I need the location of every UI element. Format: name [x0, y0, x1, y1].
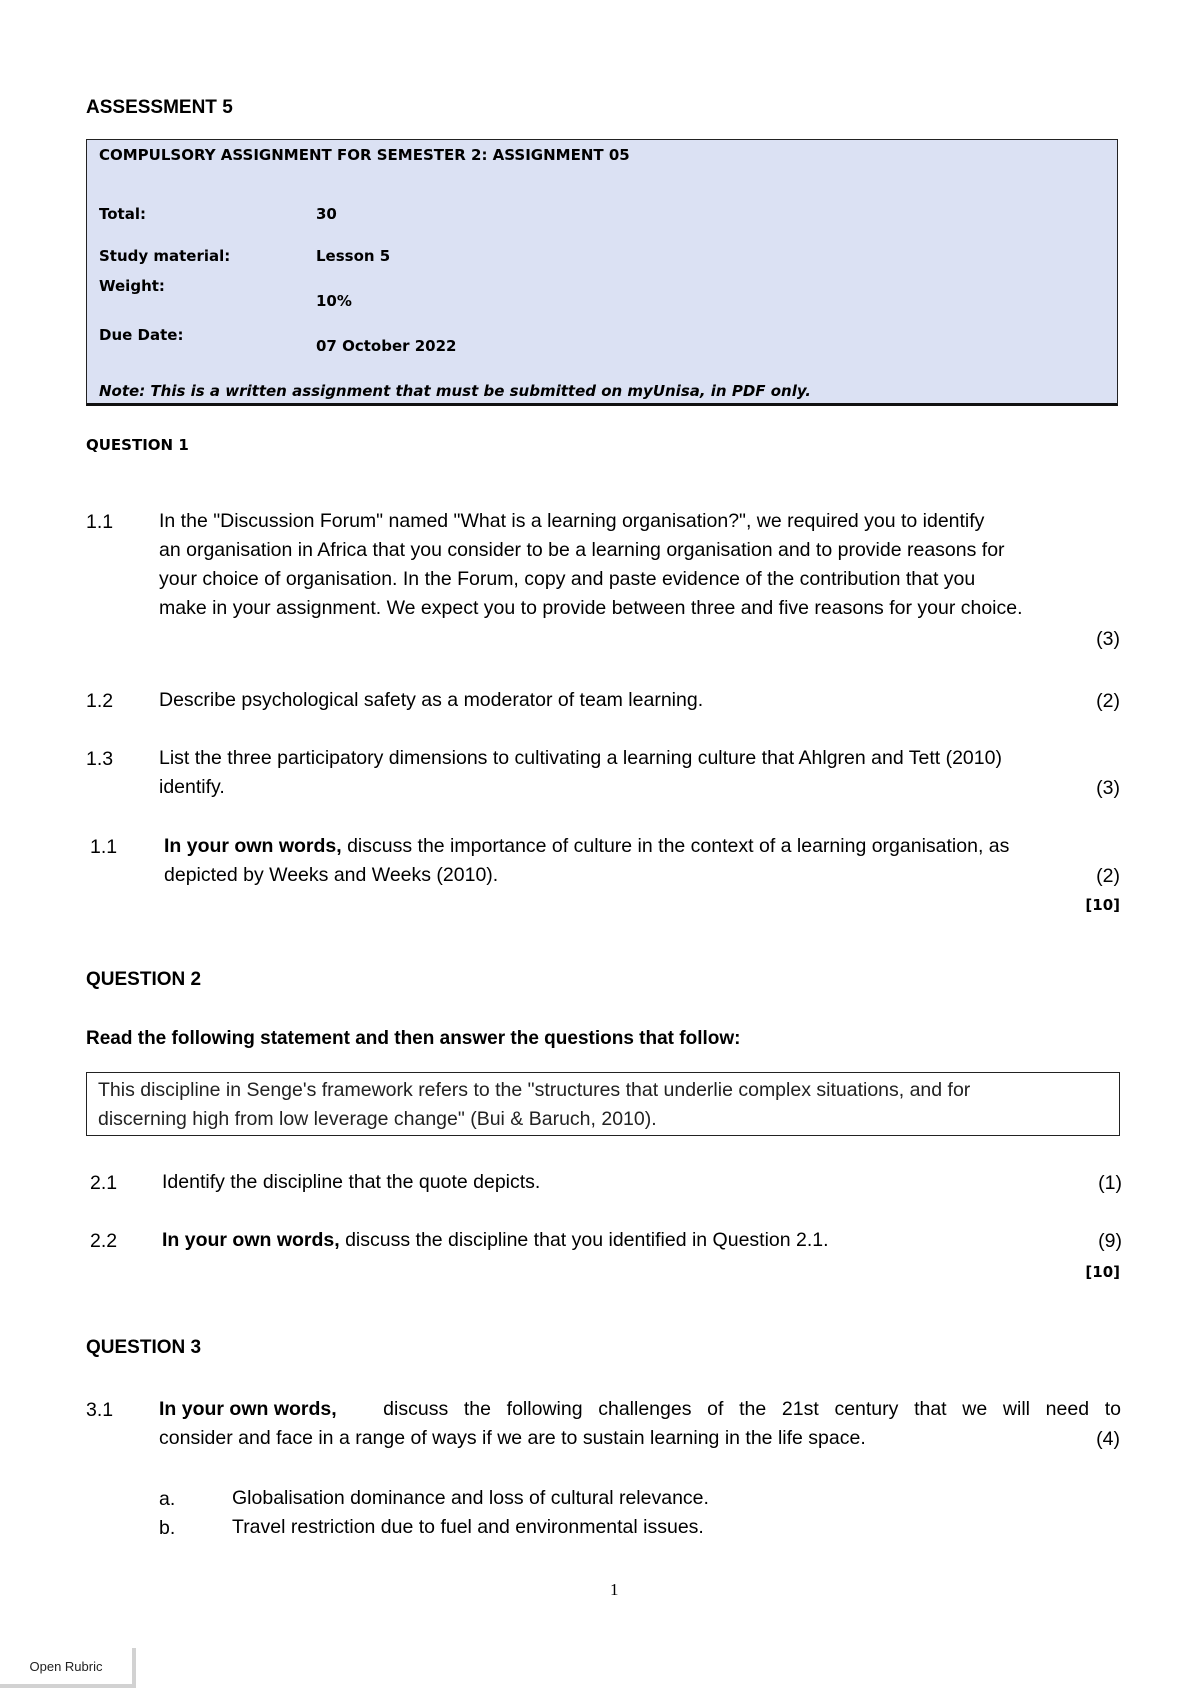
question-number: 2.1	[90, 1172, 118, 1194]
assignment-title: COMPULSORY ASSIGNMENT FOR SEMESTER 2: ASSIGNMENT 05	[99, 146, 630, 164]
question-2-instruction: Read the following statement and then answer the questions that follow:	[86, 1028, 741, 1049]
emphasis-text: In your own words,	[164, 835, 342, 857]
page-number: 1	[610, 1580, 619, 1599]
question-number: 1.1	[86, 511, 114, 533]
question-2-1-text: Identify the discipline that the quote depicts.	[162, 1171, 541, 1193]
weight-value: 10%	[316, 292, 352, 310]
question-1-heading: QUESTION 1	[86, 436, 189, 454]
question-number: 1.1	[90, 836, 118, 858]
question-marks: (3)	[1096, 628, 1120, 650]
list-label: b.	[159, 1517, 176, 1539]
question-marks: (9)	[1098, 1230, 1122, 1252]
total-label: Total:	[99, 205, 146, 223]
page-title: ASSESSMENT 5	[86, 97, 233, 118]
emphasis-text: In your own words,	[159, 1398, 337, 1420]
question-2-2-text	[162, 1226, 829, 1255]
question-total: [10]	[1085, 896, 1120, 914]
question-marks: (1)	[1098, 1172, 1122, 1194]
submission-note: Note: This is a written assignment that must be submitted on myUnisa, in PDF only.	[99, 382, 811, 400]
weight-label: Weight:	[99, 277, 165, 295]
question-1-3-line-2: identify.	[159, 776, 225, 798]
open-rubric-label: Open Rubric	[29, 1658, 103, 1674]
due-date-label: Due Date:	[99, 326, 184, 344]
text-line: make in your assignment. We expect you to provide between three and five reasons for your choice.	[159, 597, 1023, 619]
due-date-value: 07 October 2022	[316, 337, 457, 355]
question-1-4-line-1	[164, 832, 1009, 861]
question-number: 2.2	[90, 1230, 118, 1252]
question-number: 1.3	[86, 748, 114, 770]
question-1-2-text: Describe psychological safety as a moderator of team learning.	[159, 689, 704, 711]
list-item: Travel restriction due to fuel and environmental issues.	[232, 1516, 704, 1538]
study-material-label: Study material:	[99, 247, 231, 265]
question-2-heading: QUESTION 2	[86, 969, 202, 990]
question-1-3-line-1: List the three participatory dimensions to cultivating a learning culture that Ahlgren and Tett (2010)	[159, 747, 1002, 769]
text-line: an organisation in Africa that you consider to be a learning organisation and to provide reasons for	[159, 539, 1005, 561]
text-line: discerning high from low leverage change" (Bui & Baruch, 2010).	[98, 1108, 657, 1130]
text-line: discuss the importance of culture in the context of a learning organisation, as	[341, 835, 1010, 857]
question-marks: (2)	[1096, 690, 1120, 712]
assignment-info-box	[86, 139, 1118, 406]
question-number: 1.2	[86, 690, 114, 712]
total-value: 30	[316, 205, 337, 223]
text-line: discuss the following challenges of the 21st century that we will need to	[367, 1398, 1121, 1420]
list-item: Globalisation dominance and loss of cultural relevance.	[232, 1487, 709, 1509]
question-marks: (3)	[1096, 777, 1120, 799]
text-line: your choice of organisation. In the Forum, copy and paste evidence of the contribution that you	[159, 568, 976, 590]
emphasis-text: In your own words,	[162, 1229, 340, 1251]
question-3-heading: QUESTION 3	[86, 1337, 202, 1358]
text-line: This discipline in Senge's framework refers to the "structures that underlie complex situations, and for	[98, 1079, 971, 1101]
question-total: [10]	[1085, 1263, 1120, 1281]
question-1-4-line-2: depicted by Weeks and Weeks (2010).	[164, 864, 499, 886]
list-label: a.	[159, 1488, 176, 1510]
question-number: 3.1	[86, 1399, 114, 1421]
text-line: discuss the discipline that you identified in Question 2.1.	[339, 1229, 829, 1251]
question-3-1-line-2: consider and face in a range of ways if we are to sustain learning in the life space.	[159, 1427, 866, 1449]
quote-box	[86, 1072, 1120, 1136]
question-marks: (4)	[1096, 1428, 1120, 1450]
question-3-1-line-1-text	[159, 1395, 1121, 1424]
open-rubric-button[interactable]	[0, 1648, 136, 1688]
study-material-value: Lesson 5	[316, 247, 391, 265]
text-line: In the "Discussion Forum" named "What is a learning organisation?", we required you to identify	[159, 510, 985, 532]
question-1-1-text	[159, 507, 1121, 623]
question-marks: (2)	[1096, 865, 1120, 887]
